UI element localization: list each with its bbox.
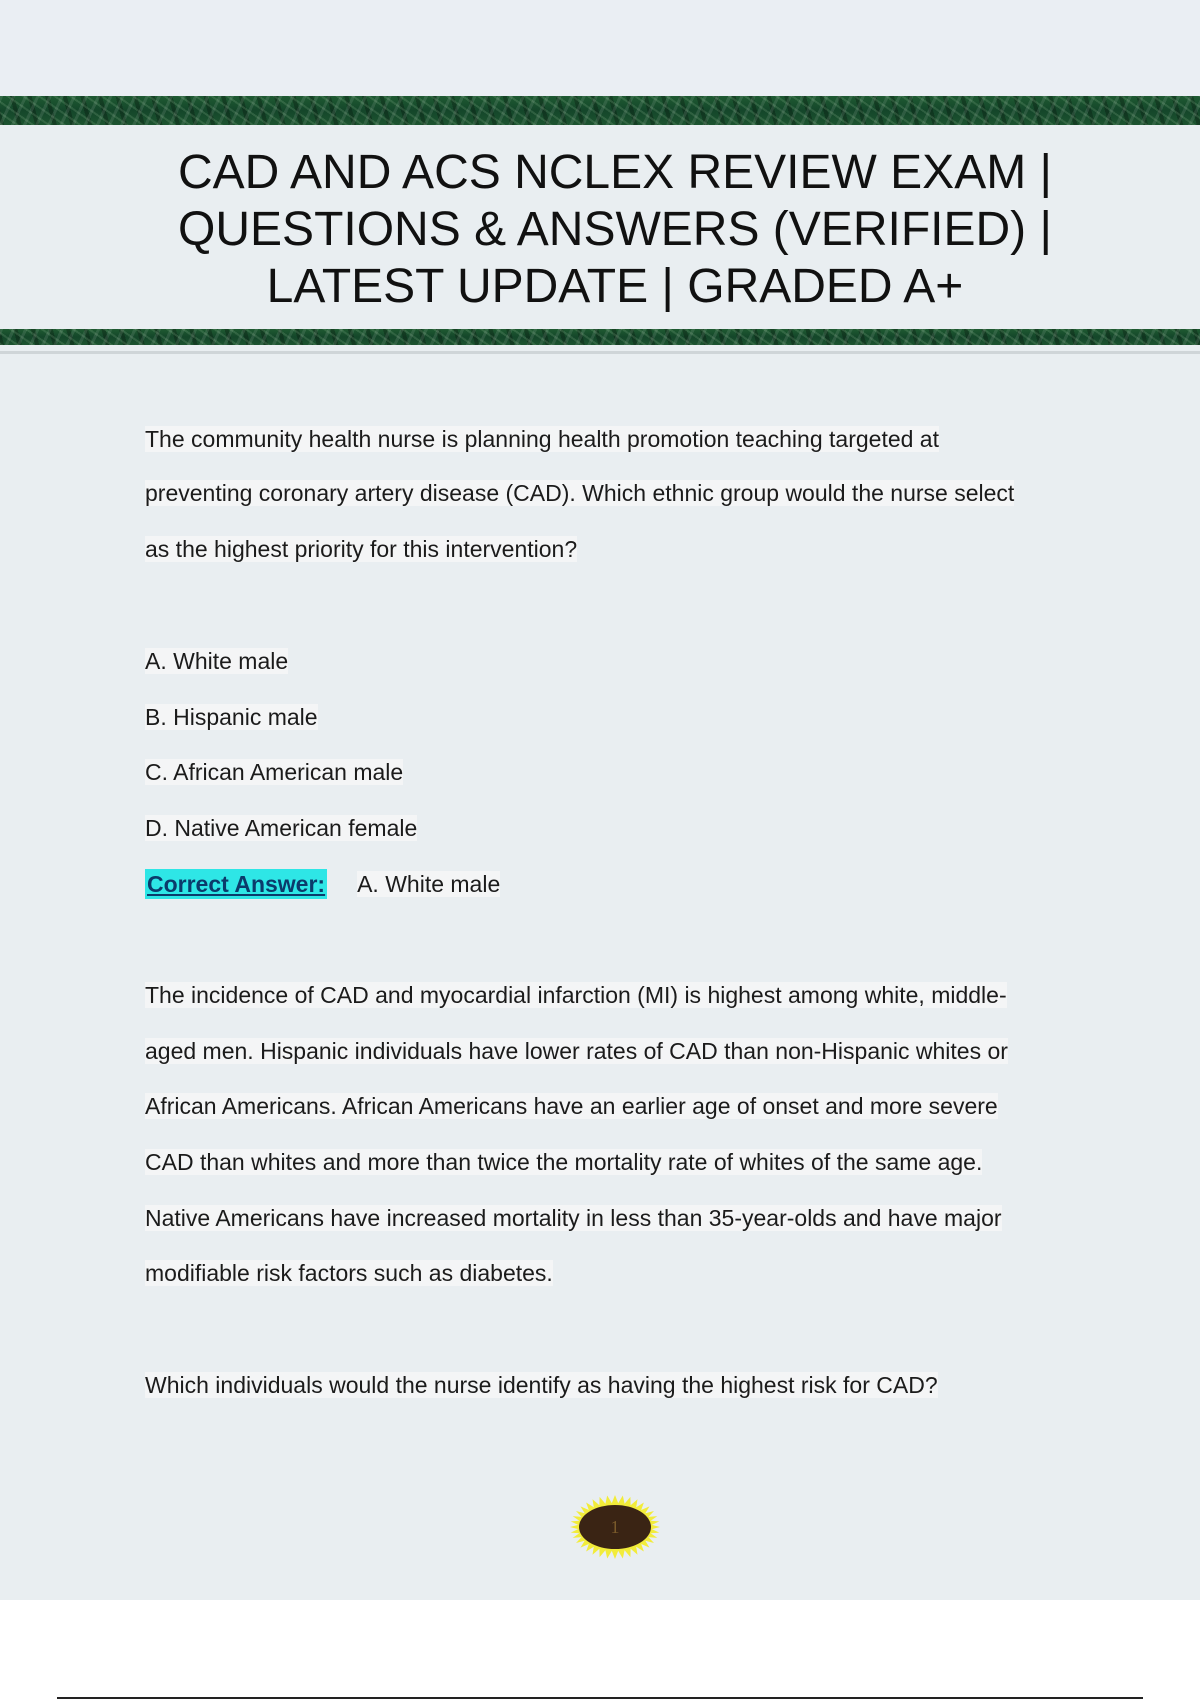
rationale-line-1: The incidence of CAD and myocardial infarction (MI) is highest among white, middle- (145, 982, 1007, 1008)
title-line-3: LATEST UPDATE | GRADED A+ (266, 260, 964, 313)
rationale-line-6: modifiable risk factors such as diabetes. (145, 1260, 553, 1286)
correct-answer-value: A. White male (357, 871, 501, 897)
question-line-3: as the highest priority for this intervention? (145, 536, 578, 562)
document-title (60, 144, 1170, 315)
correct-answer-line (145, 869, 500, 899)
question-2-line: Which individuals would the nurse identify as having the highest risk for CAD? (145, 1372, 938, 1398)
header-border-top (0, 96, 1200, 125)
page-number: 1 (610, 1517, 620, 1537)
rationale-line-5: Native Americans have increased mortality in less than 35-year-olds and have major (145, 1205, 1002, 1231)
header-border-bottom (0, 329, 1200, 345)
top-margin (0, 0, 1200, 96)
rationale-line-3: African Americans. African Americans have an earlier age of onset and more severe (145, 1093, 998, 1119)
rationale-line-2: aged men. Hispanic individuals have lower rates of CAD than non-Hispanic whites or (145, 1038, 1008, 1064)
option-c: C. African American male (145, 759, 404, 785)
question-line-1: The community health nurse is planning health promotion teaching targeted at (145, 426, 939, 452)
header-divider (0, 351, 1200, 354)
option-d: D. Native American female (145, 815, 418, 841)
rationale-line-4: CAD than whites and more than twice the mortality rate of whites of the same age. (145, 1149, 983, 1175)
title-line-1: CAD AND ACS NCLEX REVIEW EXAM | (177, 146, 1052, 199)
option-b: B. Hispanic male (145, 704, 318, 730)
correct-answer-label: Correct Answer: (147, 871, 326, 897)
question-line-2: preventing coronary artery disease (CAD). Which ethnic group would the nurse select (145, 480, 1015, 506)
title-line-2: QUESTIONS & ANSWERS (VERIFIED) | (178, 203, 1052, 256)
footer-divider (57, 1697, 1143, 1699)
option-a: A. White male (145, 648, 289, 674)
page-number-seal (569, 1494, 661, 1560)
